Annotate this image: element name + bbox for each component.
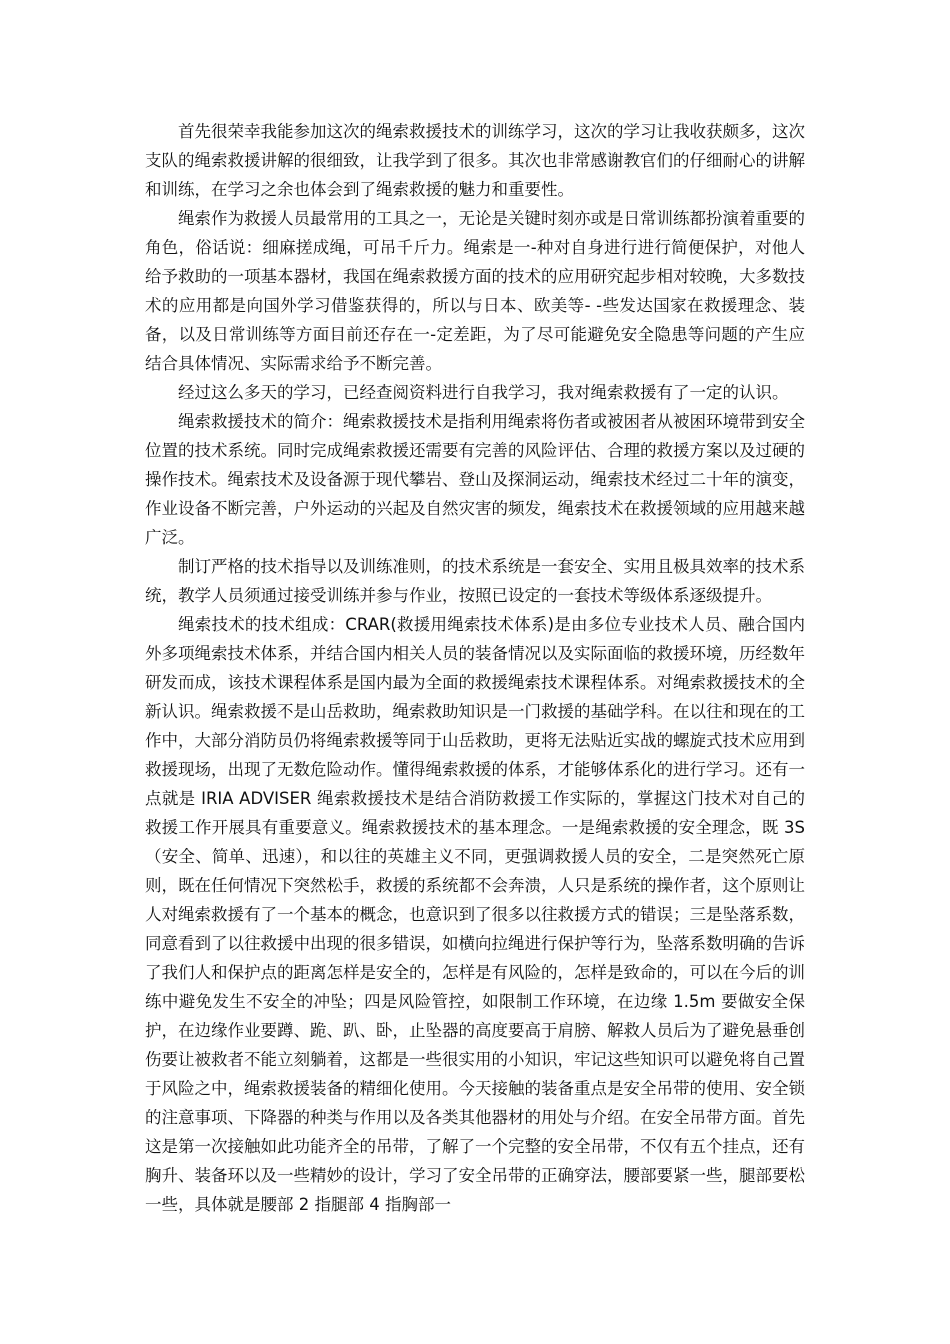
paragraph-intro: 首先很荣幸我能参加这次的绳索救援技术的训练学习，这次的学习让我收获颇多，这次支队的绳索救援讲解的很细致，让我学到了很多。其次也非常感谢教官们的仔细耐心的讲解和训练，在学习之余也体会到了绳索救援的魅力和重要性。 bbox=[145, 122, 805, 199]
paragraph-training-rules: 制订严格的技术指导以及训练准则，的技术系统是一套安全、实用且极具效率的技术系统，教学人员须通过接受训练并参与作业，按照已设定的一套技术等级体系逐级提升。 bbox=[145, 557, 805, 605]
paragraph-technique-intro: 绳索救援技术的简介：绳索救援技术是指利用绳索将伤者或被困者从被困环境带到安全位置的技术系统。同时完成绳索救援还需要有完善的风险评估、合理的救援方案以及过硬的操作技术。绳索技术及设备源于现代攀岩、登山及探洞运动，绳索技术经过二十年的演变，作业设备不断完善，户外运动的兴起及自然灾害的频发，绳索技术在救援领域的应用越来越广泛。 bbox=[145, 412, 805, 547]
document-body bbox=[145, 117, 805, 1219]
paragraph-rope-importance: 绳索作为救援人员最常用的工具之一，无论是关键时刻亦或是日常训练都扮演着重要的角色，俗话说：细麻搓成绳，可吊千斤力。绳索是一-种对自身进行进行简便保护，对他人给予救助的一项基本器材，我国在绳索救援方面的技术的应用研究起步相对较晚，大多数技术的应用都是向国外学习借鉴获得的，所以与日本、欧美等- -些发达国家在救援理念、装备，以及日常训练等方面目前还存在一-定差距，为了尽可能避免安全隐患等问题的产生应结合具体情况、实际需求给予不断完善。 bbox=[145, 209, 805, 373]
paragraph-technique-composition: 绳索技术的技术组成：CRAR(救援用绳索技术体系)是由多位专业技术人员、融合国内外多项绳索技术体系，并结合国内相关人员的装备情况以及实际面临的救援环境，历经数年研发而成，该技术课程体系是国内最为全面的救援绳索技术课程体系。对绳索救援技术的全新认识。绳索救援不是山岳救助，绳索救助知识是一门救援的基础学科。在以往和现在的工作中，大部分消防员仍将绳索救援等同于山岳救助，更将无法贴近实战的螺旋式技术应用到救援现场，出现了无数危险动作。懂得绳索救援的体系，才能够体系化的进行学习。还有一点就是 IRIA ADVISER 绳索救援技术是结合消防救援工作实际的，掌握这门技术对自己的救援工作开展具有重要意义。绳索救援技术的基本理念。一是绳索救援的安全理念，既 3S（安全、简单、迅速），和以往的英雄主义不同，更强调救援人员的安全，二是突然死亡原则，既在任何情况下突然松手，救援的系统都不会奔溃，人只是系统的操作者，这个原则让人对绳索救援有了一个基本的概念，也意识到了很多以往救援方式的错误；三是坠落系数，同意看到了以往救援中出现的很多错误，如横向拉绳进行保护等行为，坠落系数明确的告诉了我们人和保护点的距离怎样是安全的，怎样是有风险的，怎样是致命的，可以在今后的训练中避免发生不安全的冲坠；四是风险管控，如限制工作环境，在边缘 1.5m 要做安全保护，在边缘作业要蹲、跪、趴、卧，止坠器的高度要高于肩膀、解救人员后为了避免悬垂创伤要让被救者不能立刻躺着，这都是一些很实用的小知识，牢记这些知识可以避免将自己置于风险之中，绳索救援装备的精细化使用。今天接触的装备重点是安全吊带的使用、安全锁的注意事项、下降器的种类与作用以及各类其他器材的用处与介绍。在安全吊带方面。首先这是第一次接触如此功能齐全的吊带，了解了一个完整的安全吊带，不仅有五个挂点，还有胸升、装备环以及一些精妙的设计，学习了安全吊带的正确穿法，腰部要紧一些，腿部要松一些，具体就是腰部 2 指腿部 4 指胸部一 bbox=[145, 615, 805, 1214]
paragraph-self-study: 经过这么多天的学习，已经查阅资料进行自我学习，我对绳索救援有了一定的认识。 bbox=[178, 383, 789, 402]
